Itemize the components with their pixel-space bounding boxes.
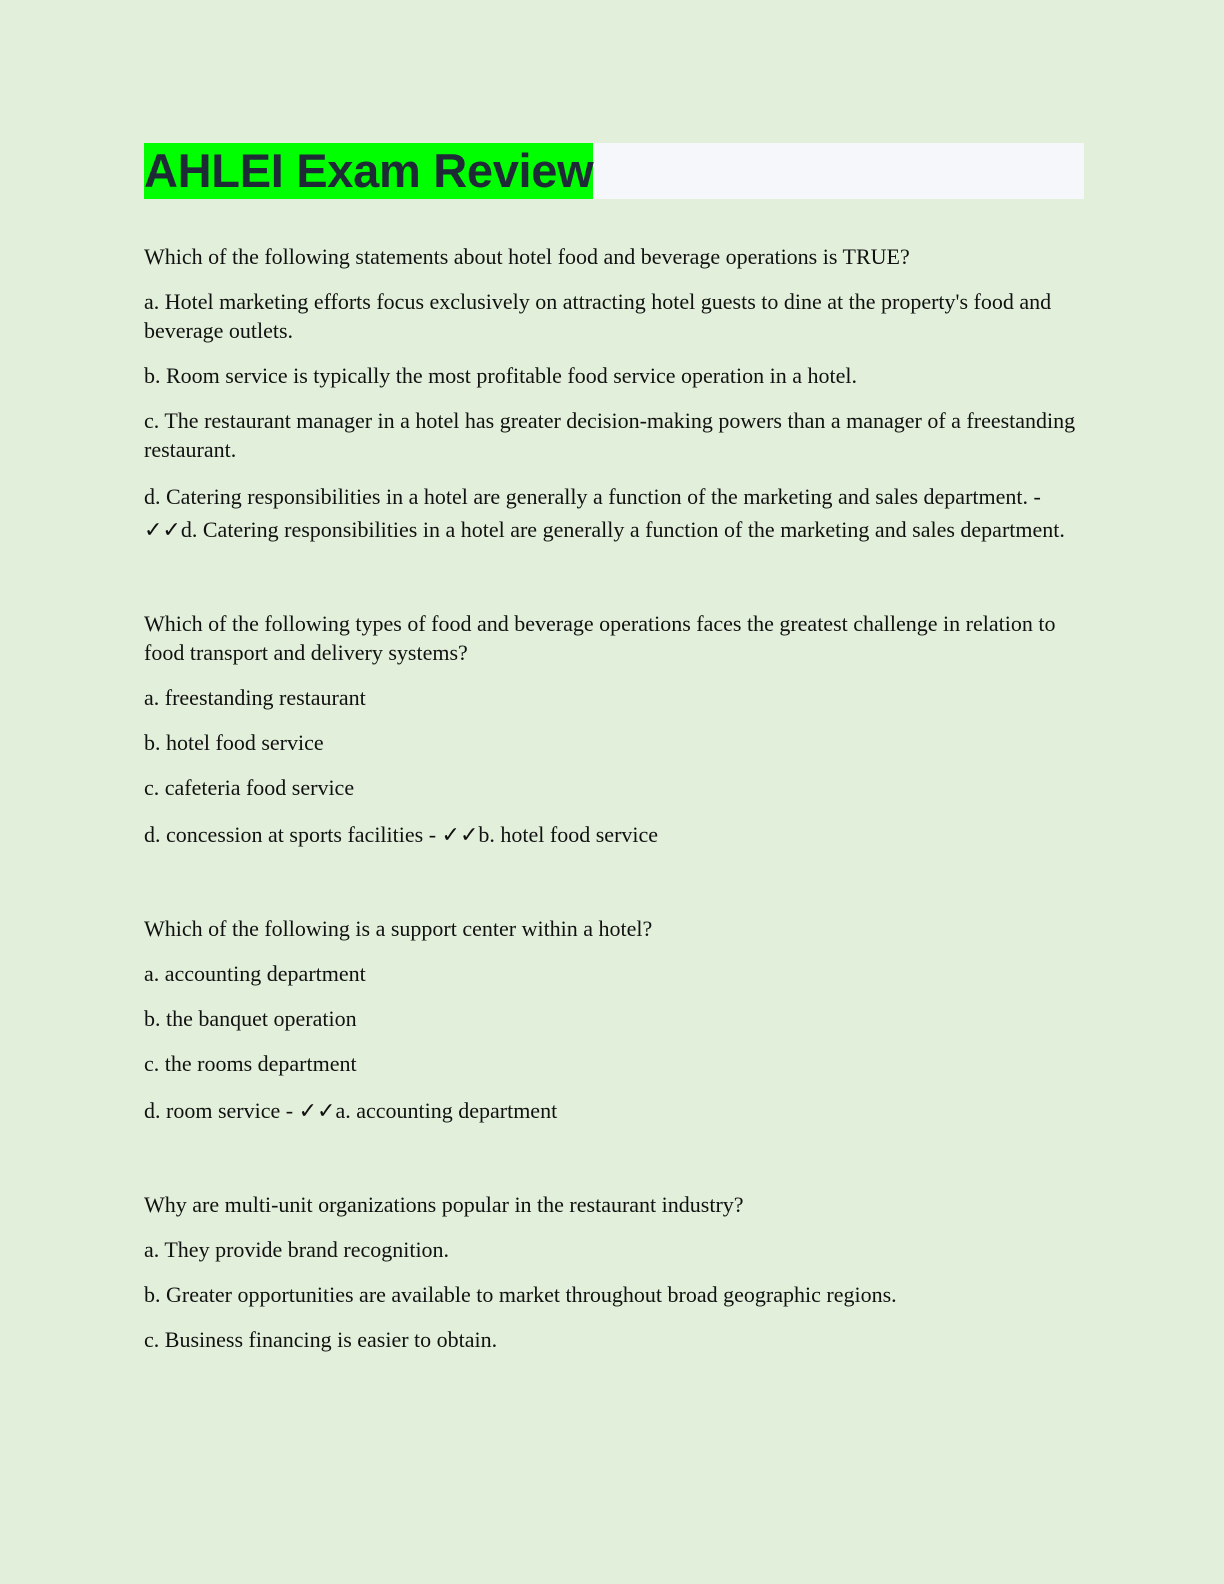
option-d: d. room service - — [144, 1098, 299, 1123]
option-b: b. Greater opportunities are available to market throughout broad geographic regions. — [144, 1282, 897, 1307]
question-list — [144, 242, 1084, 1354]
option-c: c. Business financing is easier to obtain. — [144, 1327, 498, 1352]
option-b: b. the banquet operation — [144, 1006, 357, 1031]
question-block — [144, 242, 1084, 547]
option-a: a. Hotel marketing efforts focus exclusively on attracting hotel guests to dine at the property's food and beverage outlets. — [144, 289, 1052, 343]
option-d-with-answer — [144, 480, 1084, 547]
correct-answer: b. hotel food service — [478, 822, 659, 847]
option-d-with-answer — [144, 1094, 1084, 1128]
option-b: b. Room service is typically the most profitable food service operation in a hotel. — [144, 363, 857, 388]
title-bar — [144, 143, 1084, 199]
option-a: a. accounting department — [144, 961, 366, 986]
question-block — [144, 914, 1084, 1128]
double-check-icon: ✓✓ — [441, 823, 479, 848]
option-d: d. Catering responsibilities in a hotel are generally a function of the marketing and sales department. - — [144, 484, 1041, 509]
option-d: d. concession at sports facilities - — [144, 822, 442, 847]
question-block — [144, 609, 1084, 852]
question-text: Which of the following is a support center within a hotel? — [144, 916, 653, 941]
document-title: AHLEI Exam Review — [144, 144, 594, 197]
correct-answer: a. accounting department — [335, 1098, 558, 1123]
option-b: b. hotel food service — [144, 730, 324, 755]
option-a: a. freestanding restaurant — [144, 685, 366, 710]
option-c: c. the rooms department — [144, 1051, 357, 1076]
double-check-icon: ✓✓ — [298, 1099, 336, 1124]
question-text: Which of the following types of food and beverage operations faces the greatest challenge in relation to food transport and delivery systems? — [144, 611, 1056, 665]
document-page — [144, 143, 1084, 1416]
question-text: Which of the following statements about hotel food and beverage operations is TRUE? — [144, 244, 910, 269]
option-c: c. cafeteria food service — [144, 775, 355, 800]
correct-answer: d. Catering responsibilities in a hotel are generally a function of the marketing and sales department. — [180, 517, 1065, 542]
question-block — [144, 1190, 1084, 1354]
double-check-icon: ✓✓ — [144, 518, 181, 543]
option-c: c. The restaurant manager in a hotel has greater decision-making powers than a manager of a freestanding restaurant. — [144, 408, 1076, 462]
question-text: Why are multi-unit organizations popular in the restaurant industry? — [144, 1192, 744, 1217]
option-d-with-answer — [144, 818, 1084, 852]
option-a: a. They provide brand recognition. — [144, 1237, 450, 1262]
